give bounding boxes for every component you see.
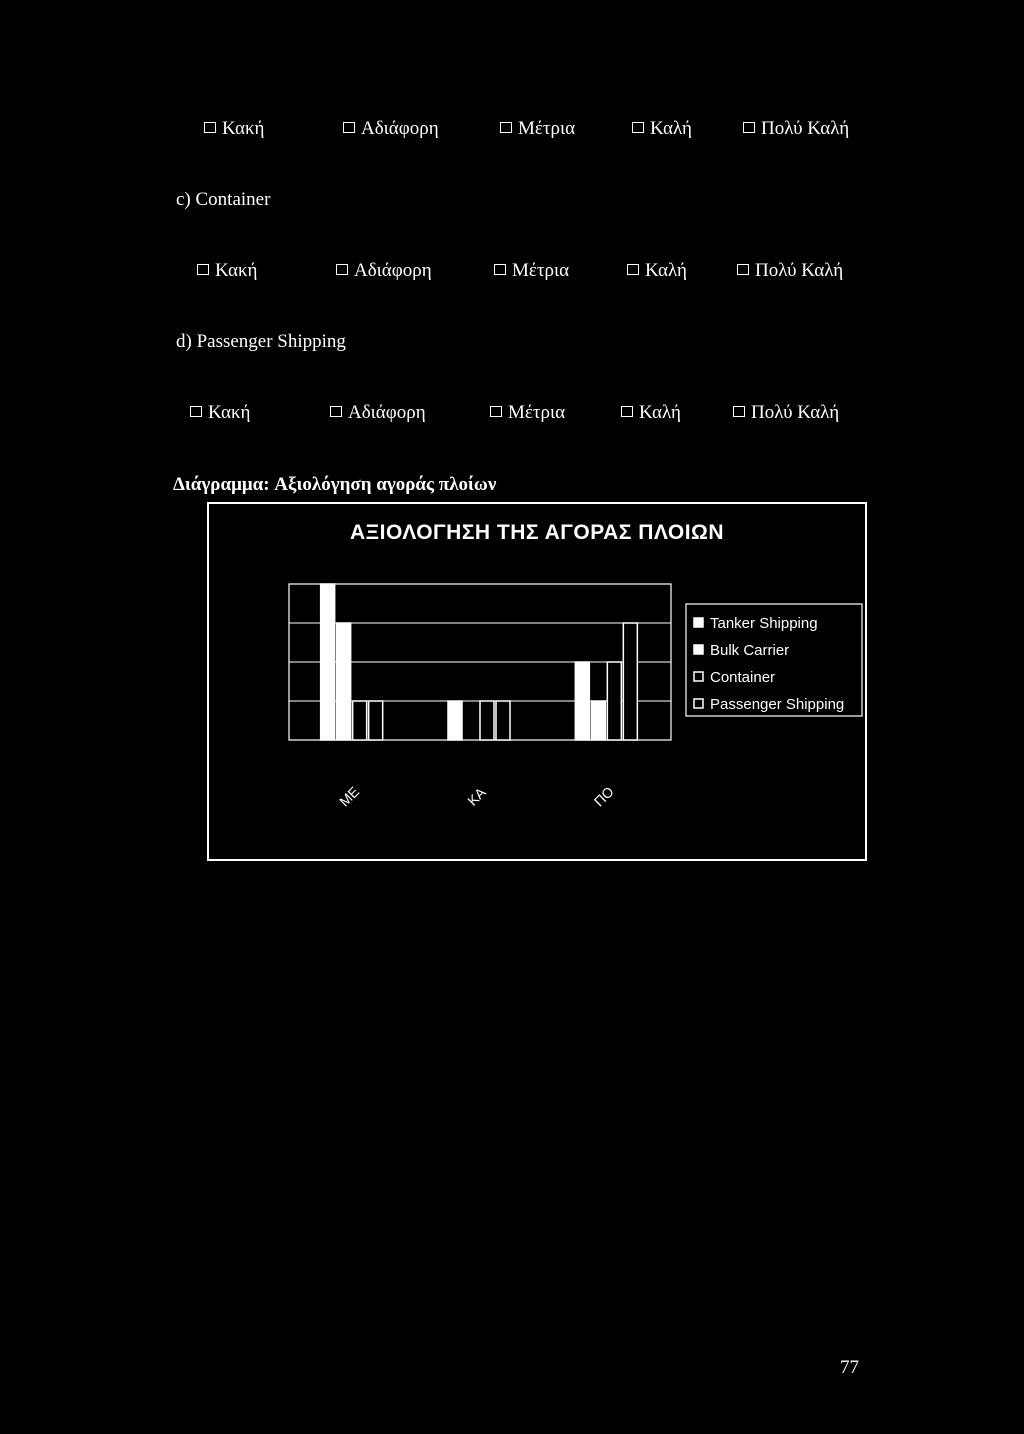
checkbox-icon[interactable] bbox=[190, 406, 202, 417]
options-row-d bbox=[0, 402, 1024, 432]
chart-frame bbox=[207, 502, 867, 861]
option-adiafori[interactable] bbox=[336, 260, 432, 282]
x-tick-label: ΜΕ bbox=[336, 783, 363, 810]
legend-label: Bulk Carrier bbox=[710, 642, 790, 659]
bar-tanker-shipping bbox=[575, 662, 589, 740]
option-kali[interactable] bbox=[632, 118, 692, 140]
legend-swatch bbox=[694, 699, 703, 708]
bar-tanker-shipping bbox=[321, 584, 335, 740]
option-label: Μέτρια bbox=[512, 260, 570, 281]
legend-swatch bbox=[694, 618, 703, 627]
bar-container bbox=[353, 701, 367, 740]
caption-text: Αξιολόγηση αγοράς πλοίων bbox=[274, 474, 497, 495]
checkbox-icon[interactable] bbox=[204, 122, 216, 133]
option-label: Κακή bbox=[208, 402, 251, 423]
options-row-c bbox=[0, 260, 1024, 290]
bar-bulk-carrier bbox=[337, 623, 351, 740]
legend-swatch bbox=[694, 672, 703, 681]
option-label: Κακή bbox=[215, 260, 258, 281]
figure-caption bbox=[173, 474, 496, 496]
option-kali[interactable] bbox=[621, 402, 681, 424]
checkbox-icon[interactable] bbox=[197, 264, 209, 275]
option-label: Καλή bbox=[650, 118, 692, 139]
option-metria[interactable] bbox=[494, 260, 569, 282]
option-kaki[interactable] bbox=[190, 402, 250, 424]
checkbox-icon[interactable] bbox=[336, 264, 348, 275]
checkbox-icon[interactable] bbox=[500, 122, 512, 133]
checkbox-icon[interactable] bbox=[330, 406, 342, 417]
chart-title: ΑΞΙΟΛΟΓΗΣΗ ΤΗΣ ΑΓΟΡΑΣ ΠΛΟΙΩΝ bbox=[349, 521, 725, 544]
checkbox-icon[interactable] bbox=[343, 122, 355, 133]
bar-tanker-shipping bbox=[448, 701, 462, 740]
legend-label: Passenger Shipping bbox=[710, 696, 845, 713]
option-label: Πολύ Καλή bbox=[755, 260, 844, 281]
checkbox-icon[interactable] bbox=[621, 406, 633, 417]
x-tick-label: ΠΟ bbox=[590, 783, 617, 810]
option-metria[interactable] bbox=[490, 402, 565, 424]
option-label: Αδιάφορη bbox=[348, 402, 426, 423]
option-label: Αδιάφορη bbox=[361, 118, 439, 139]
option-label: Πολύ Καλή bbox=[751, 402, 840, 423]
page-number: 77 bbox=[840, 1357, 859, 1378]
option-label: Πολύ Καλή bbox=[761, 118, 850, 139]
x-tick-label: ΚΑ bbox=[464, 784, 489, 809]
checkbox-icon[interactable] bbox=[494, 264, 506, 275]
question-d-label: d) Passenger Shipping bbox=[176, 331, 346, 352]
checkbox-icon[interactable] bbox=[737, 264, 749, 275]
bar-passenger-shipping bbox=[369, 701, 383, 740]
option-label: Αδιάφορη bbox=[354, 260, 432, 281]
option-poly-kali[interactable] bbox=[737, 260, 843, 282]
option-poly-kali[interactable] bbox=[733, 402, 839, 424]
option-poly-kali[interactable] bbox=[743, 118, 849, 140]
options-row-b bbox=[0, 118, 1024, 148]
option-label: Μέτρια bbox=[508, 402, 566, 423]
caption-prefix: Διάγραμμα: bbox=[173, 474, 270, 495]
option-kaki[interactable] bbox=[204, 118, 264, 140]
checkbox-icon[interactable] bbox=[733, 406, 745, 417]
question-c-label: c) Container bbox=[176, 189, 271, 210]
checkbox-icon[interactable] bbox=[743, 122, 755, 133]
option-label: Καλή bbox=[645, 260, 687, 281]
checkbox-icon[interactable] bbox=[490, 406, 502, 417]
legend-swatch bbox=[694, 645, 703, 654]
option-kaki[interactable] bbox=[197, 260, 257, 282]
bar-container bbox=[480, 701, 494, 740]
option-metria[interactable] bbox=[500, 118, 575, 140]
option-label: Μέτρια bbox=[518, 118, 576, 139]
bar-bulk-carrier bbox=[591, 701, 605, 740]
bar-passenger-shipping bbox=[623, 623, 637, 740]
checkbox-icon[interactable] bbox=[632, 122, 644, 133]
checkbox-icon[interactable] bbox=[627, 264, 639, 275]
option-adiafori[interactable] bbox=[343, 118, 439, 140]
option-label: Καλή bbox=[639, 402, 681, 423]
legend-label: Container bbox=[710, 669, 776, 686]
option-adiafori[interactable] bbox=[330, 402, 426, 424]
legend-label: Tanker Shipping bbox=[710, 615, 818, 632]
bar-passenger-shipping bbox=[496, 701, 510, 740]
option-label: Κακή bbox=[222, 118, 265, 139]
option-kali[interactable] bbox=[627, 260, 687, 282]
bar-chart bbox=[209, 504, 865, 859]
bar-container bbox=[607, 662, 621, 740]
